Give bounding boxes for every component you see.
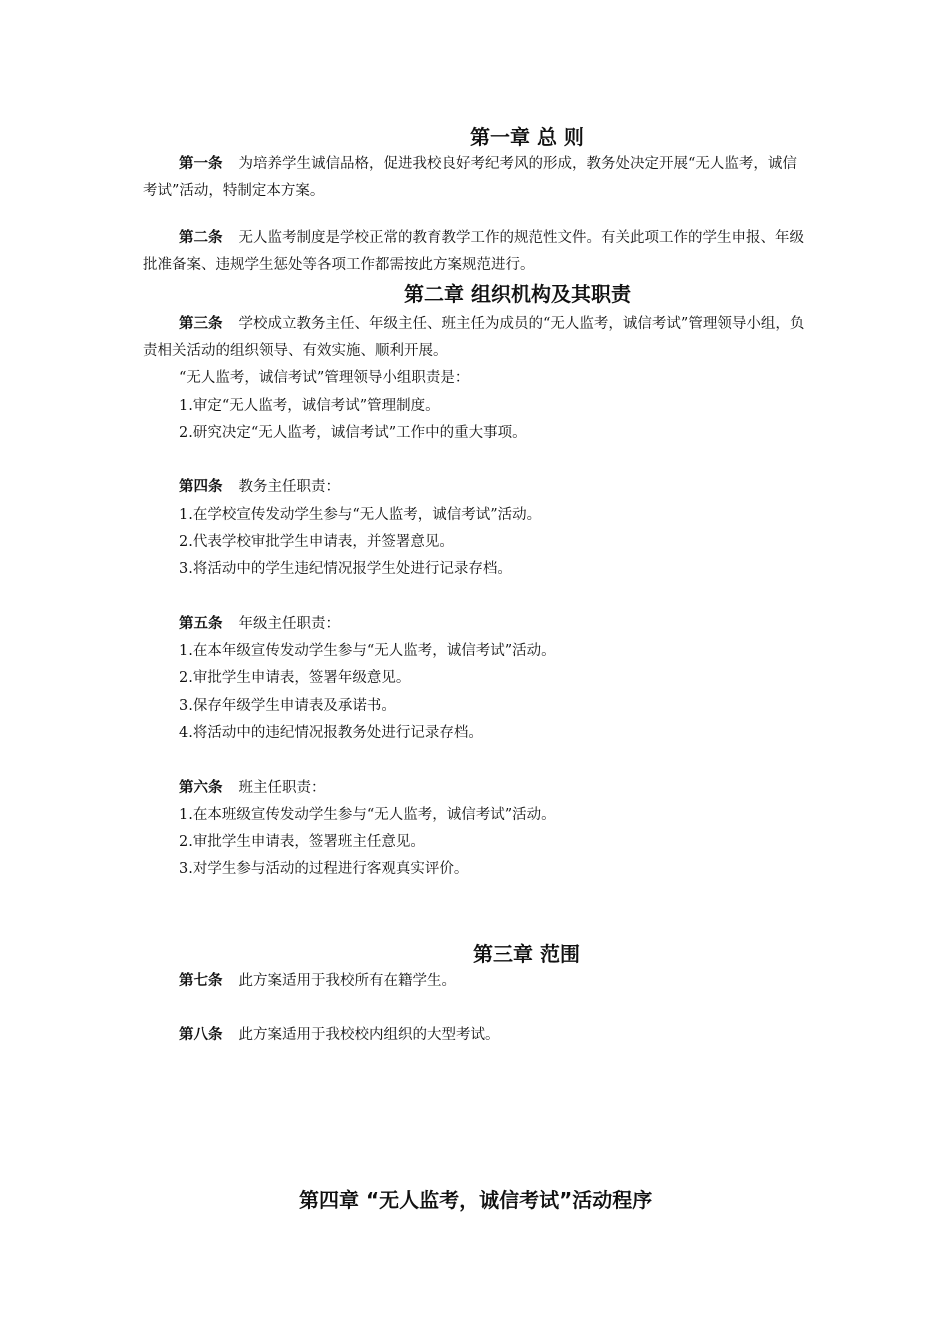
article-5 <box>179 614 340 634</box>
article-8-text: 此方案适用于我校校内组织的大型考试。 <box>238 1027 500 1043</box>
article-5-item: 4.将活动中的违纪情况报教务处进行记录存档。 <box>179 725 483 741</box>
article-7 <box>179 971 456 991</box>
article-6-text: 班主任职责： <box>238 780 326 796</box>
article-3-text: 学校成立教务主任、年级主任、班主任为成员的“无人监考，诚信考试”管理领导小组，负责相关活动的组织领导、有效实施、顺利开展。 <box>143 316 805 359</box>
article-2-label: 第二条 <box>179 230 223 246</box>
article-7-text: 此方案适用于我校所有在籍学生。 <box>238 973 456 989</box>
article-4-item: 1.在学校宣传发动学生参与“无人监考，诚信考试”活动。 <box>179 507 542 523</box>
article-6-item: 1.在本班级宣传发动学生参与“无人监考，诚信考试”活动。 <box>179 807 556 823</box>
chapter-3-title: 第三章 范围 <box>473 942 580 966</box>
article-6-label: 第六条 <box>179 780 223 796</box>
article-3-item: 1.审定“无人监考，诚信考试”管理制度。 <box>179 398 440 414</box>
chapter-1-title: 第一章 总 则 <box>470 125 584 149</box>
article-6 <box>179 778 326 798</box>
article-8-label: 第八条 <box>179 1027 223 1043</box>
article-8 <box>179 1025 500 1045</box>
article-5-item: 3.保存年级学生申请表及承诺书。 <box>179 698 396 714</box>
article-5-item: 1.在本年级宣传发动学生参与“无人监考，诚信考试”活动。 <box>179 643 556 659</box>
article-4-text: 教务主任职责： <box>238 479 340 495</box>
article-4-label: 第四条 <box>179 479 223 495</box>
article-5-item: 2.审批学生申请表，签署年级意见。 <box>179 670 411 686</box>
article-3-item: 2.研究决定“无人监考，诚信考试”工作中的重大事项。 <box>179 425 527 441</box>
article-3-label: 第三条 <box>179 316 223 332</box>
article-1 <box>143 151 811 205</box>
article-1-text: 为培养学生诚信品格，促进我校良好考纪考风的形成，教务处决定开展“无人监考，诚信考试”活动，特制定本方案。 <box>143 156 797 199</box>
article-2-text: 无人监考制度是学校正常的教育教学工作的规范性文件。有关此项工作的学生申报、年级批准备案、违规学生惩处等各项工作都需按此方案规范进行。 <box>143 230 804 273</box>
chapter-2-title: 第二章 组织机构及其职责 <box>404 282 631 306</box>
article-3-subheading: “无人监考，诚信考试”管理领导小组职责是： <box>179 370 470 386</box>
article-5-label: 第五条 <box>179 616 223 632</box>
article-6-item: 2.审批学生申请表，签署班主任意见。 <box>179 834 425 850</box>
article-7-label: 第七条 <box>179 973 223 989</box>
article-4-item: 2.代表学校审批学生申请表，并签署意见。 <box>179 534 454 550</box>
article-5-text: 年级主任职责： <box>238 616 340 632</box>
article-3 <box>143 311 811 365</box>
article-2 <box>143 225 811 279</box>
article-1-label: 第一条 <box>179 156 223 172</box>
article-6-item: 3.对学生参与活动的过程进行客观真实评价。 <box>179 861 469 877</box>
article-4 <box>179 477 340 497</box>
article-4-item: 3.将活动中的学生违纪情况报学生处进行记录存档。 <box>179 561 512 577</box>
chapter-4-title: 第四章 “无人监考，诚信考试”活动程序 <box>299 1188 653 1212</box>
